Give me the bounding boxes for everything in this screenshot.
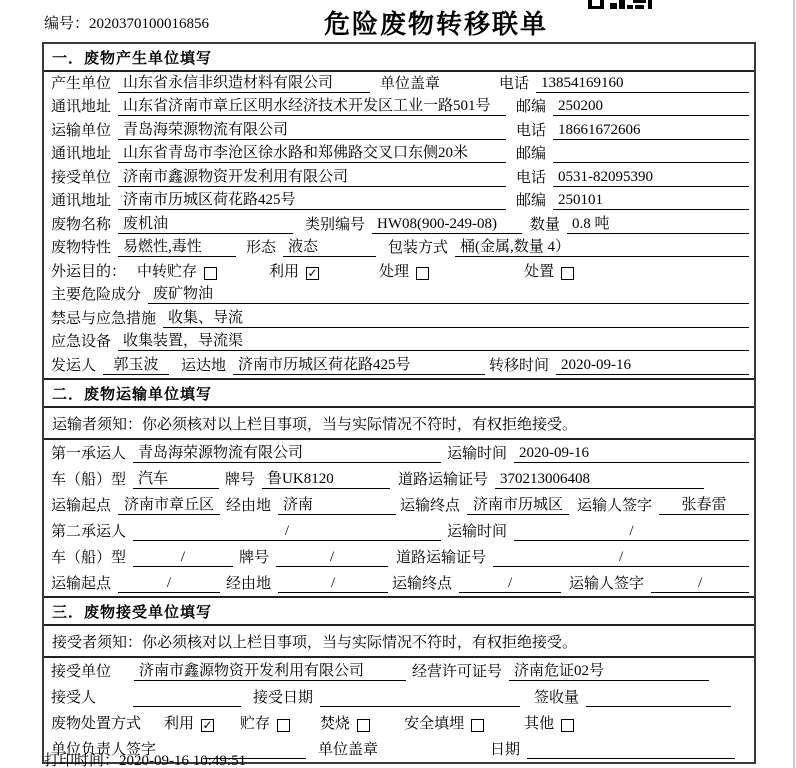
date-value: [527, 758, 735, 759]
transporter-notice: 运输者须知：你必须核对以上栏目事项，当与实际情况不符时，有权拒绝接受。: [44, 408, 754, 440]
first-route-row: [44, 492, 754, 518]
equipment-row: [44, 331, 754, 355]
checkbox-label: 焚烧: [320, 715, 351, 732]
shipper-value: 郭玉波: [103, 353, 169, 375]
checkbox-label: 中转贮存: [137, 263, 198, 280]
first-carrier-label: 第一承运人: [51, 445, 127, 462]
receipt-amount-value: [586, 706, 731, 707]
transporter-zip-value: [553, 162, 749, 163]
receiver-value: 济南市鑫源物资开发利用有限公司: [118, 165, 506, 187]
producer-address-row: [44, 96, 754, 120]
accept-unit-row: [44, 658, 754, 684]
carrier-sign2-value: /: [651, 575, 749, 593]
unit-seal-label: 单位盖章: [318, 741, 379, 758]
via-value: 济南: [278, 493, 396, 515]
transporter-value: 青岛海荣源物流有限公司: [118, 118, 506, 140]
accept-unit-value: 济南市鑫源物资开发利用有限公司: [134, 659, 406, 681]
terminus-label: 运输终点: [392, 575, 453, 592]
manifest-form: [42, 42, 756, 764]
taboo-row: [44, 307, 754, 331]
vehicle-type-label: 车（船）型: [51, 549, 127, 566]
vehicle-type-value: 汽车: [133, 467, 219, 489]
road-license2-value: /: [493, 549, 749, 567]
second-carrier-label: 第二承运人: [51, 523, 127, 540]
category-label: 类别编号: [305, 216, 366, 233]
second-vehicle-row: [44, 544, 754, 570]
hazard-row: [44, 284, 754, 308]
transporter-phone-label: 电话: [516, 122, 547, 139]
traits-value: 易燃性,毒性: [118, 235, 236, 257]
quantity-label: 数量: [530, 216, 561, 233]
transporter-label: 运输单位: [51, 122, 112, 139]
terminus-label: 运输终点: [400, 497, 461, 514]
transport-time-value: 2020-09-16: [514, 445, 749, 463]
waste-name-label: 废物名称: [51, 216, 112, 233]
checkbox-box: [204, 267, 217, 280]
receiver-address-row: [44, 190, 754, 214]
hazard-label: 主要危险成分: [51, 287, 142, 303]
checkbox-box: [471, 719, 484, 732]
serial-value: 2020370100016856: [89, 16, 210, 32]
equipment-label: 应急设备: [51, 334, 112, 350]
purpose-row: [44, 260, 754, 284]
road-license-label: 道路运输证号: [396, 549, 487, 566]
first-carrier-value: 青岛海荣源物流有限公司: [133, 441, 441, 463]
shipper-label: 发运人: [51, 357, 97, 374]
purpose-label: 外运目的：: [51, 263, 127, 280]
section2-header: 二．废物运输单位填写: [44, 378, 754, 408]
vehicle-type2-value: /: [133, 549, 233, 567]
form-label: 形态: [246, 240, 277, 256]
checkbox-dispose: [524, 260, 574, 281]
transport-time2-value: /: [514, 523, 749, 541]
taboo-label: 禁忌与应急措施: [51, 310, 157, 327]
hazard-value: 废矿物油: [148, 282, 749, 304]
via-label: 经由地: [226, 575, 272, 592]
via2-value: /: [278, 575, 388, 593]
quantity-value: 0.8 吨: [567, 212, 749, 234]
receiver-zip-value: 250101: [553, 192, 749, 210]
transfer-time-label: 转移时间: [489, 357, 550, 374]
section3-header: 三．废物接受单位填写: [44, 596, 754, 626]
receiver-phone-label: 电话: [516, 169, 547, 186]
packing-value: 桶(金属,数量 4）: [455, 235, 749, 257]
checkbox-box: [357, 719, 370, 732]
checkbox-box: [416, 267, 429, 280]
origin2-value: /: [118, 575, 220, 593]
checkbox-other: [524, 712, 574, 733]
vehicle-type-label: 车（船）型: [51, 471, 127, 488]
receiver-phone-value: 0531-82095390: [553, 169, 749, 187]
producer-label: 产生单位: [51, 75, 112, 92]
transporter-address-row: [44, 143, 754, 167]
first-carrier-row: [44, 440, 754, 466]
producer-zip-value: 250200: [553, 98, 749, 116]
print-time-value: 2020-09-16 10:49:51: [119, 753, 247, 768]
checkbox-utilize: [164, 712, 214, 733]
unit-seal-label: 单位盖章: [380, 75, 441, 92]
producer-value: 山东省永信非织造材料有限公司: [118, 71, 370, 93]
transfer-time-value: 2020-09-16: [556, 357, 749, 375]
checkbox-box: [277, 719, 290, 732]
receiver-zip-label: 邮编: [516, 193, 547, 209]
leader-sign-label: 单位负责人签字: [51, 741, 157, 758]
transport-time-label: 运输时间: [447, 445, 508, 462]
plate-label: 牌号: [225, 471, 256, 488]
checkbox-treat: [379, 260, 429, 281]
packing-label: 包装方式: [388, 240, 449, 256]
checkbox-label: 利用: [269, 263, 300, 280]
transport-time-label: 运输时间: [447, 523, 508, 540]
plate-label: 牌号: [239, 549, 270, 566]
plate-value: 鲁UK8120: [262, 467, 390, 489]
transporter-row: [44, 119, 754, 143]
equipment-value: 收集装置，导流渠: [118, 329, 749, 351]
waste-traits-row: [44, 237, 754, 261]
producer-phone-value: 13854169160: [536, 75, 749, 93]
accept-date-value: [320, 706, 520, 707]
road-license-value: 370213006408: [495, 471, 704, 489]
carrier-sign-label: 运输人签字: [569, 575, 645, 592]
accept-date-label: 接受日期: [253, 689, 314, 706]
permit-label: 经营许可证号: [412, 663, 503, 680]
recipient-label: 接受人: [51, 689, 97, 706]
transporter-phone-value: 18661672606: [553, 122, 749, 140]
taboo-value: 收集、导流: [163, 306, 749, 328]
accept-unit-label: 接受单位: [51, 663, 112, 680]
terminus2-value: /: [459, 575, 561, 593]
recipient-row: [44, 684, 754, 710]
receiver-row: [44, 166, 754, 190]
print-time: [44, 749, 246, 768]
checkbox-label: 安全填埋: [404, 715, 465, 732]
qr-code-fragment: [588, 0, 652, 9]
checkbox-box: ✓: [202, 717, 213, 732]
checkbox-label: 贮存: [240, 715, 271, 732]
producer-row: [44, 72, 754, 96]
date-label: 日期: [490, 741, 521, 758]
disposal-method-label: 废物处置方式: [51, 715, 142, 732]
disposal-method-row: [44, 710, 754, 736]
recipient-value: [133, 706, 241, 707]
checkbox-landfill: [404, 712, 484, 733]
producer-address-value: 山东省济南市章丘区明水经济技术开发区工业一路501号: [118, 94, 506, 116]
transporter-address-value: 山东省青岛市李沧区徐水路和郑佛路交叉口东侧20米: [118, 141, 506, 163]
serial-label: 编号：: [44, 16, 90, 32]
checkbox-label: 处置: [524, 263, 555, 280]
waste-name-row: [44, 213, 754, 237]
producer-phone-label: 电话: [499, 75, 530, 92]
receiver-notice: 接受者须知：你必须核对以上栏目事项，当与实际情况不符时，有权拒绝接受。: [44, 626, 754, 658]
form-value: 液态: [283, 235, 376, 257]
page-title: 危险废物转移联单: [323, 10, 548, 39]
terminus-value: 济南市历城区: [467, 493, 569, 515]
shipper-row: [44, 354, 754, 378]
checkbox-box: ✓: [307, 265, 318, 280]
address-label: 通讯地址: [51, 99, 112, 115]
receiver-label: 接受单位: [51, 169, 112, 186]
traits-label: 废物特性: [51, 240, 112, 256]
origin-label: 运输起点: [51, 575, 112, 592]
checkbox-store: [240, 712, 290, 733]
checkbox-label: 处理: [379, 263, 410, 280]
plate2-value: /: [276, 549, 388, 567]
second-carrier-value: /: [133, 523, 441, 541]
transporter-zip-label: 邮编: [516, 146, 547, 162]
checkbox-label: 利用: [164, 715, 195, 732]
road-license-label: 道路运输证号: [398, 471, 489, 488]
page-edge-line: [793, 0, 795, 768]
carrier-sign-label: 运输人签字: [577, 497, 653, 514]
category-value: HW08(900-249-08): [372, 216, 522, 234]
checkbox-box: [561, 267, 574, 280]
first-vehicle-row: [44, 466, 754, 492]
origin-value: 济南市章丘区: [118, 493, 220, 515]
carrier-sign-value: 张春雷: [659, 493, 749, 515]
receiver-address-value: 济南市历城区荷花路425号: [118, 188, 506, 210]
address-label: 通讯地址: [51, 146, 112, 162]
origin-label: 运输起点: [51, 497, 112, 514]
destination-value: 济南市历城区荷花路425号: [233, 353, 485, 375]
checkbox-box: [561, 719, 574, 732]
checkbox-incinerate: [320, 712, 370, 733]
print-time-label: 打印时间：: [44, 753, 120, 768]
waste-name-value: 废机油: [118, 212, 293, 234]
destination-label: 运达地: [181, 357, 227, 374]
second-route-row: [44, 570, 754, 596]
checkbox-transfer-storage: [137, 260, 217, 281]
second-carrier-row: [44, 518, 754, 544]
via-label: 经由地: [226, 497, 272, 514]
section1-header: 一．废物产生单位填写: [44, 44, 754, 72]
checkbox-label: 其他: [524, 715, 555, 732]
receipt-amount-label: 签收量: [534, 689, 580, 706]
checkbox-utilize: [269, 260, 319, 281]
permit-value: 济南危证02号: [509, 659, 709, 681]
address-label: 通讯地址: [51, 193, 112, 209]
producer-zip-label: 邮编: [516, 99, 547, 115]
